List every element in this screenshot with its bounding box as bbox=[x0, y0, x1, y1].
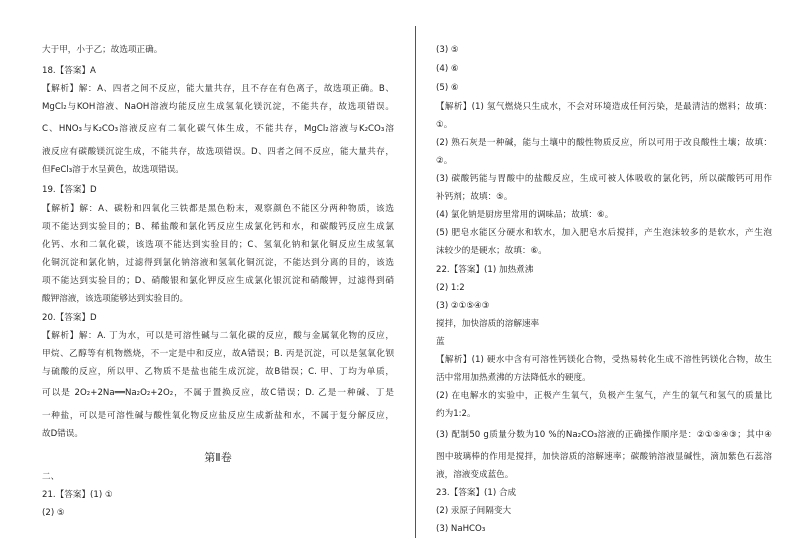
part-heading: 二、 bbox=[42, 472, 60, 482]
analysis-line: C、HNO₃与K₂CO₃溶液反应有二氧化碳气体生成，不能共存，MgCl₂溶液与K₂CO₃溶 bbox=[42, 124, 394, 134]
analysis-line: 化钙、水和二氧化碳，该选项不能达到实验目的；C、氢氧化钠和氯化铜反应生成氢氧 bbox=[42, 240, 394, 250]
answer-20: 20.【答案】D bbox=[42, 313, 97, 323]
answer-19: 19.【答案】D bbox=[42, 185, 97, 195]
analysis-line: 【解析】(1) 硬水中含有可溶性钙镁化合物，受热易转化生成不溶性钙镁化合物，故生 bbox=[436, 355, 772, 365]
answer-line: 搅拌，加快溶质的溶解速率 bbox=[436, 319, 540, 329]
analysis-line: (2) 熟石灰是一种碱，能与土壤中的酸性物质反应，所以可用于改良酸性土壤；故填： bbox=[436, 138, 772, 148]
analysis-line: 【解析】解：A、四者之间不反应，能大量共存，且不存在有色离子，故选项正确。B、 bbox=[42, 84, 394, 94]
answer-23: 23.【答案】(1) 合成 bbox=[436, 488, 517, 498]
analysis-line: 项不能达到实验目的；D、硝酸银和氯化钾反应生成氯化银沉淀和硝酸钾，过滤得到硝 bbox=[42, 276, 394, 286]
analysis-line: 液反应有碳酸镁沉淀生成，不能共存，故选项错误。D、四者之间不反应，能大量共存， bbox=[42, 147, 394, 157]
analysis-line: (3) 碳酸钙能与胃酸中的盐酸反应，生成可被人体吸收的氯化钙，所以碳酸钙可用作 bbox=[436, 174, 772, 184]
analysis-line: 甲烷、乙醇等有机物燃烧，不一定是中和反应，故A错误；B. 丙是沉淀，可以是氢氧化钡 bbox=[42, 349, 394, 359]
answer-line: (4) ⑥ bbox=[436, 64, 459, 74]
analysis-line: 酸钾溶液，该选项能够达到实验目的。 bbox=[42, 294, 189, 304]
analysis-line: 补钙剂；故填：⑤。 bbox=[436, 192, 513, 202]
analysis-line: 可以是 2O₂+2Na══Na₂O₂+2O₂，不属于置换反应，故C错误；D. 乙是一种碱、丁是 bbox=[42, 388, 394, 398]
analysis-line: (2) 在电解水的实验中，正极产生氧气，负极产生氢气，产生的氧气和氢气的质量比 bbox=[436, 391, 772, 401]
answer-line: (5) ⑥ bbox=[436, 83, 459, 93]
analysis-line: 一种盐，可以是可溶性碱与酸性氧化物反应盐反应生成新盐和水，不属于复分解反应， bbox=[42, 411, 394, 421]
analysis-line: (4) 氯化钠是厨房里常用的调味品；故填：⑥。 bbox=[436, 210, 614, 220]
answer-line: (3) ②①⑤④③ bbox=[436, 301, 490, 311]
answer-line: (3) NaHCO₃ bbox=[436, 524, 486, 534]
analysis-line: 【解析】解：A、碳粉和四氧化三铁都是黑色粉末，观察颜色不能区分两种物质，该选 bbox=[42, 204, 394, 214]
answer-line: (2) 汞原子间隔变大 bbox=[436, 506, 512, 516]
analysis-line: (5) 肥皂水能区分硬水和软水，加入肥皂水后搅拌，产生泡沫较多的是软水，产生泡 bbox=[436, 228, 772, 238]
analysis-line: 液，溶液变成蓝色。 bbox=[436, 470, 514, 480]
analysis-line: MgCl₂与KOH溶液、NaOH溶液均能反应生成氢氧化镁沉淀，不能共存，故选项错误。 bbox=[42, 102, 394, 112]
answer-line: (2) ⑤ bbox=[42, 508, 65, 518]
answer-22: 22.【答案】(1) 加热煮沸 bbox=[436, 265, 534, 275]
analysis-line: ②。 bbox=[436, 156, 453, 166]
column-divider bbox=[415, 26, 416, 538]
analysis-line: 故D错误。 bbox=[42, 429, 83, 439]
analysis-line: ①。 bbox=[436, 120, 453, 130]
answer-line: (3) ⑤ bbox=[436, 45, 459, 55]
answer-21: 21.【答案】(1) ① bbox=[42, 490, 113, 500]
analysis-line: 化铜沉淀和氯化钠，过滤得到氯化钠溶液和氢氧化铜沉淀，不能达到分离的目的，该选 bbox=[42, 258, 394, 268]
analysis-line: 与硫酸的反应，所以甲、乙物质不是盐也能生成沉淀，故B错误；C. 甲、丁均为单质， bbox=[42, 367, 394, 377]
analysis-line: 活中常用加热煮沸的方法降低水的硬度。 bbox=[436, 373, 591, 383]
analysis-line: 【解析】解：A. 丁为水，可以是可溶性碱与二氧化碳的反应，酸与金属氧化物的反应， bbox=[42, 331, 394, 341]
analysis-line: 图中玻璃棒的作用是搅拌，加快溶质的溶解速率；碳酸钠溶液显碱性，滴加紫色石蕊溶 bbox=[436, 452, 772, 462]
analysis-line: (3) 配制50 g质量分数为10 %的Na₂CO₃溶液的正确操作顺序是：②①⑤④③；其中④ bbox=[436, 430, 772, 440]
analysis-line: 【解析】(1) 氢气燃烧只生成水，不会对环境造成任何污染，是最清洁的燃料；故填： bbox=[436, 102, 772, 112]
answer-18: 18.【答案】A bbox=[42, 66, 96, 76]
analysis-line: 沫较少的是硬水；故填：⑥。 bbox=[436, 246, 547, 256]
answer-line: (2) 1:2 bbox=[436, 283, 465, 293]
text-line: 大于甲，小于乙；故选项正确。 bbox=[42, 45, 163, 55]
analysis-line: 但FeCl₃溶于水呈黄色，故选项错误。 bbox=[42, 165, 184, 175]
answer-line: 蓝 bbox=[436, 337, 445, 347]
analysis-line: 约为1:2。 bbox=[436, 409, 476, 419]
section-title: 第Ⅱ卷 bbox=[204, 451, 232, 464]
analysis-line: 项不能达到实验目的；B、稀盐酸和氯化钙反应生成氯化钙和水，和碳酸钙反应生成氯 bbox=[42, 222, 394, 232]
